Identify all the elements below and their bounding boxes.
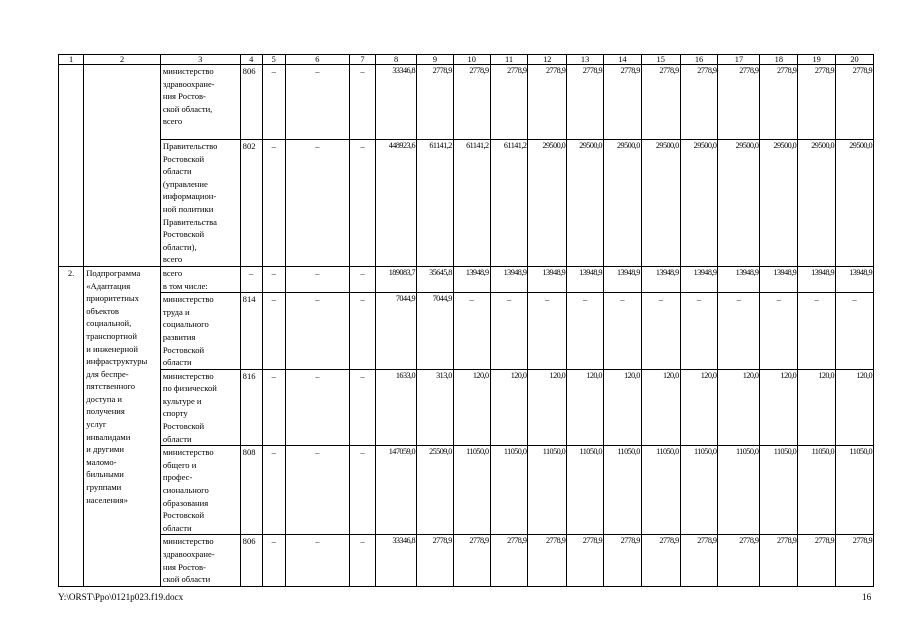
amount-cell: 2778,9 [567, 65, 604, 140]
classification-code: – [285, 446, 349, 535]
column-number-header: 14 [603, 55, 641, 65]
amount-cell: 120,0 [836, 369, 874, 446]
amount-cell: 120,0 [528, 369, 567, 446]
amount-cell: 11050,0 [836, 446, 874, 535]
amount-cell: 29500,0 [718, 140, 760, 267]
classification-code: – [349, 293, 375, 370]
executor-name: министерство здравоохране- ния Ростов- ской области [160, 535, 240, 586]
amount-cell: 7044,9 [417, 293, 454, 370]
amount-cell: 2778,9 [718, 65, 760, 140]
amount-cell: 2778,9 [490, 535, 528, 586]
footer-file-path: Y:\ORST\Ppo\0121p023.f19.docx [58, 592, 184, 602]
amount-cell: 2778,9 [836, 535, 874, 586]
table-row [59, 266, 874, 292]
classification-code: – [349, 446, 375, 535]
executor-name: министерство труда и социального развития Ростовской области [160, 293, 240, 370]
amount-cell: 13948,9 [528, 266, 567, 292]
amount-cell: 35645,8 [417, 266, 454, 292]
classification-code: – [285, 65, 349, 140]
amount-cell: 11050,0 [798, 446, 836, 535]
executor-name: Правительство Ростовской области (управление информацион- ной политики Правительства Ростовской области), всего [160, 140, 240, 267]
amount-cell: 2778,9 [453, 65, 490, 140]
column-number-header: 2 [84, 55, 161, 65]
amount-cell: 11050,0 [680, 446, 718, 535]
executor-name: министерство по физической культуре и спорту Ростовской области [160, 369, 240, 446]
amount-cell: 13948,9 [798, 266, 836, 292]
column-number-header: 13 [567, 55, 604, 65]
amount-cell: 2778,9 [680, 65, 718, 140]
amount-cell: – [798, 293, 836, 370]
amount-cell: 13948,9 [718, 266, 760, 292]
amount-cell: 147059,0 [376, 446, 417, 535]
amount-cell: 13948,9 [641, 266, 680, 292]
amount-cell: 13948,9 [453, 266, 490, 292]
grbs-code: – [240, 266, 262, 292]
amount-cell: 29500,0 [760, 140, 798, 267]
amount-cell: 2778,9 [528, 535, 567, 586]
classification-code: – [262, 266, 285, 292]
table-row [59, 140, 874, 267]
amount-cell: – [680, 293, 718, 370]
grbs-code: 808 [240, 446, 262, 535]
amount-cell: 7044,9 [376, 293, 417, 370]
amount-cell: 2778,9 [453, 535, 490, 586]
table-row [59, 65, 874, 140]
column-number-header: 16 [680, 55, 718, 65]
amount-cell: – [603, 293, 641, 370]
column-number-header: 17 [718, 55, 760, 65]
amount-cell: 120,0 [760, 369, 798, 446]
executor-name: министерство здравоохране- ния Ростов- ской области, всего [160, 65, 240, 140]
amount-cell: 120,0 [680, 369, 718, 446]
amount-cell: 29500,0 [567, 140, 604, 267]
column-number-header: 18 [760, 55, 798, 65]
table-row [59, 369, 874, 446]
amount-cell: 61141,2 [453, 140, 490, 267]
amount-cell: – [490, 293, 528, 370]
budget-table [58, 54, 874, 587]
grbs-code: 806 [240, 535, 262, 586]
grbs-code: 802 [240, 140, 262, 267]
executor-name: всего в том числе: [160, 266, 240, 292]
column-number-header: 5 [262, 55, 285, 65]
amount-cell: 1633,0 [376, 369, 417, 446]
classification-code: – [349, 65, 375, 140]
section-number: 2. [59, 266, 84, 586]
column-number-header: 4 [240, 55, 262, 65]
amount-cell: 2778,9 [680, 535, 718, 586]
classification-code: – [349, 535, 375, 586]
amount-cell: 61141,2 [490, 140, 528, 267]
amount-cell: 120,0 [490, 369, 528, 446]
classification-code: – [349, 140, 375, 267]
amount-cell: 25509,0 [417, 446, 454, 535]
amount-cell: 2778,9 [718, 535, 760, 586]
table-row [59, 446, 874, 535]
column-number-header: 7 [349, 55, 375, 65]
amount-cell: 29500,0 [603, 140, 641, 267]
amount-cell: 11050,0 [718, 446, 760, 535]
grbs-code: 814 [240, 293, 262, 370]
subprogram-name: Подпрограмма «Адаптация приоритетных объектов социальной, транспортной и инженерной инфраструктуры для беспре- пятственного доступа и получения услуг инвалидами и другими маломо- бильными группами населения» [84, 266, 161, 586]
amount-cell: 2778,9 [603, 535, 641, 586]
amount-cell: 2778,9 [567, 535, 604, 586]
amount-cell: 13948,9 [760, 266, 798, 292]
classification-code: – [262, 293, 285, 370]
classification-code: – [285, 293, 349, 370]
amount-cell: – [453, 293, 490, 370]
amount-cell: 29500,0 [680, 140, 718, 267]
amount-cell: 11050,0 [453, 446, 490, 535]
amount-cell: 120,0 [453, 369, 490, 446]
amount-cell: 11050,0 [603, 446, 641, 535]
amount-cell: 29500,0 [641, 140, 680, 267]
classification-code: – [285, 140, 349, 267]
amount-cell: 13948,9 [603, 266, 641, 292]
amount-cell: 2778,9 [603, 65, 641, 140]
amount-cell: – [528, 293, 567, 370]
amount-cell: 11050,0 [760, 446, 798, 535]
amount-cell: 2778,9 [417, 65, 454, 140]
grbs-code: 816 [240, 369, 262, 446]
column-number-header: 1 [59, 55, 84, 65]
column-number-header: 11 [490, 55, 528, 65]
amount-cell: 189083,7 [376, 266, 417, 292]
amount-cell: 2778,9 [417, 535, 454, 586]
amount-cell: 2778,9 [490, 65, 528, 140]
amount-cell: 11050,0 [490, 446, 528, 535]
section-number [59, 65, 84, 267]
column-number-header: 9 [417, 55, 454, 65]
classification-code: – [262, 140, 285, 267]
amount-cell: 29500,0 [528, 140, 567, 267]
classification-code: – [262, 446, 285, 535]
classification-code: – [285, 535, 349, 586]
amount-cell: 11050,0 [641, 446, 680, 535]
amount-cell: – [760, 293, 798, 370]
column-number-header: 19 [798, 55, 836, 65]
amount-cell: 2778,9 [760, 535, 798, 586]
column-number-header: 20 [836, 55, 874, 65]
amount-cell: 61141,2 [417, 140, 454, 267]
amount-cell: 2778,9 [760, 65, 798, 140]
amount-cell: 2778,9 [528, 65, 567, 140]
amount-cell: 120,0 [603, 369, 641, 446]
classification-code: – [262, 535, 285, 586]
amount-cell: – [567, 293, 604, 370]
amount-cell: 29500,0 [836, 140, 874, 267]
classification-code: – [349, 266, 375, 292]
amount-cell: 120,0 [798, 369, 836, 446]
classification-code: – [262, 369, 285, 446]
amount-cell: – [641, 293, 680, 370]
amount-cell: 2778,9 [798, 65, 836, 140]
amount-cell: 13948,9 [567, 266, 604, 292]
subprogram-name [84, 65, 161, 267]
amount-cell: 120,0 [718, 369, 760, 446]
amount-cell: 448923,6 [376, 140, 417, 267]
amount-cell: 33346,8 [376, 65, 417, 140]
column-number-header: 10 [453, 55, 490, 65]
column-number-header: 15 [641, 55, 680, 65]
classification-code: – [285, 369, 349, 446]
amount-cell: 13948,9 [836, 266, 874, 292]
amount-cell: 13948,9 [490, 266, 528, 292]
classification-code: – [262, 65, 285, 140]
classification-code: – [349, 369, 375, 446]
amount-cell: – [836, 293, 874, 370]
amount-cell: – [718, 293, 760, 370]
amount-cell: 313,0 [417, 369, 454, 446]
amount-cell: 120,0 [641, 369, 680, 446]
amount-cell: 2778,9 [798, 535, 836, 586]
amount-cell: 2778,9 [641, 535, 680, 586]
amount-cell: 11050,0 [567, 446, 604, 535]
column-number-header: 6 [285, 55, 349, 65]
executor-name: министерство общего и профес- сионального образования Ростовской области [160, 446, 240, 535]
amount-cell: 2778,9 [836, 65, 874, 140]
amount-cell: 11050,0 [528, 446, 567, 535]
amount-cell: 33346,8 [376, 535, 417, 586]
amount-cell: 2778,9 [641, 65, 680, 140]
column-number-header: 8 [376, 55, 417, 65]
grbs-code: 806 [240, 65, 262, 140]
column-number-header: 3 [160, 55, 240, 65]
header-row [59, 55, 874, 65]
footer-page-number: 16 [862, 592, 872, 602]
classification-code: – [285, 266, 349, 292]
column-number-header: 12 [528, 55, 567, 65]
table-row [59, 535, 874, 586]
amount-cell: 120,0 [567, 369, 604, 446]
amount-cell: 13948,9 [680, 266, 718, 292]
table-row [59, 293, 874, 370]
amount-cell: 29500,0 [798, 140, 836, 267]
